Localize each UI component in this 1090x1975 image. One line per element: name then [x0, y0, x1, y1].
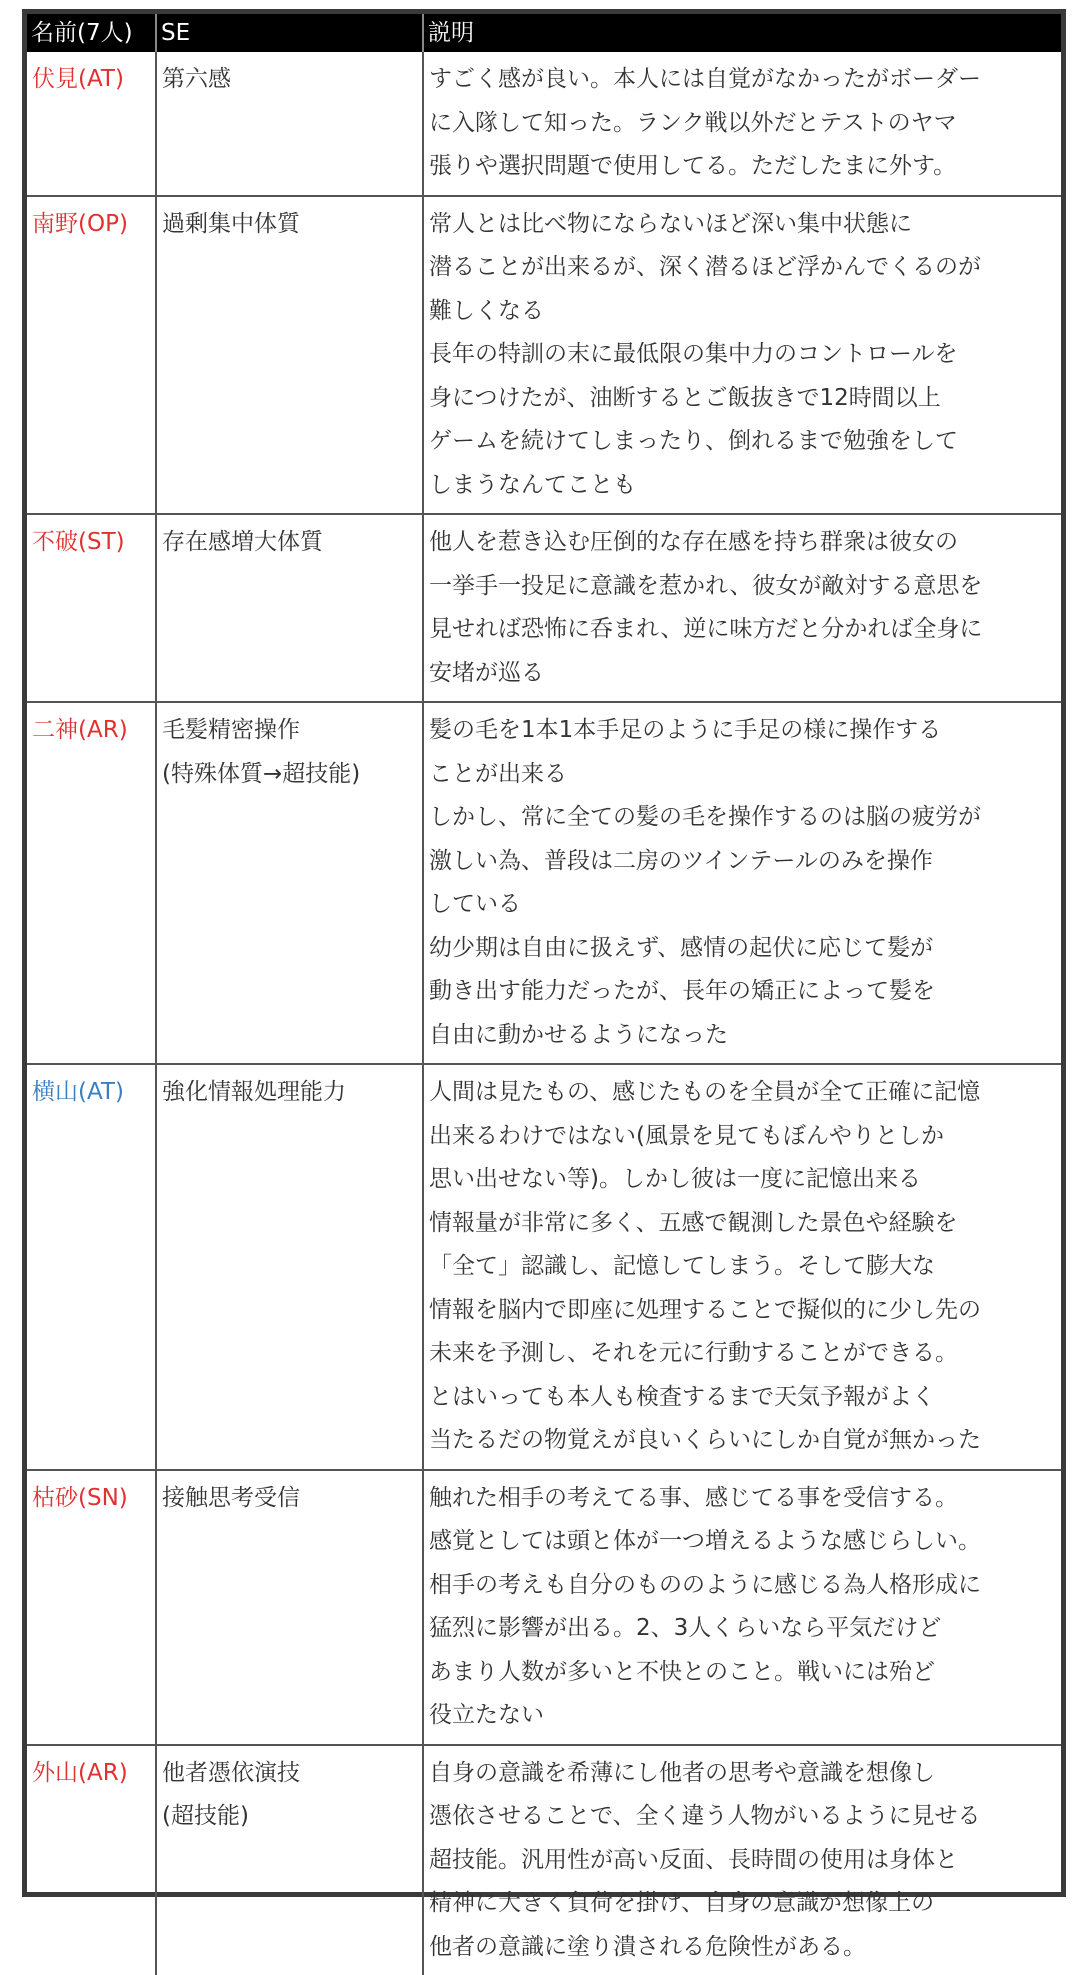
- se-cell: [156, 1470, 423, 1745]
- profile-table-frame: [22, 9, 1066, 1897]
- character-name: 二神(AR): [27, 702, 156, 1064]
- description-line: 他人を惹き込む圧倒的な存在感を持ち群衆は彼女の: [429, 521, 1055, 565]
- description-line: ことが出来る: [429, 753, 1055, 797]
- se-line: 他者憑依演技: [162, 1752, 416, 1796]
- table-row: [27, 702, 1061, 1064]
- se-line: 接触思考受信: [162, 1477, 416, 1521]
- character-name: 外山(AR): [27, 1745, 156, 1975]
- se-line: (特殊体質→超技能): [162, 753, 416, 797]
- header-name: 名前(7人): [27, 14, 156, 52]
- description-line: 動き出す能力だったが、長年の矯正によって髪を: [429, 970, 1055, 1014]
- description-line: 常人とは比べ物にならないほど深い集中状態に: [429, 203, 1055, 247]
- description-line: 人間は見たもの、感じたものを全員が全て正確に記憶: [429, 1071, 1055, 1115]
- character-name: 南野(OP): [27, 196, 156, 515]
- header-se: SE: [156, 14, 423, 52]
- description-line: ゲームを続けてしまったり、倒れるまで勉強をして: [429, 420, 1055, 464]
- se-cell: [156, 514, 423, 702]
- description-line: 超技能。汎用性が高い反面、長時間の使用は身体と: [429, 1839, 1055, 1883]
- character-name: 横山(AT): [27, 1064, 156, 1470]
- description-line: 猛烈に影響が出る。2、3人くらいなら平気だけど: [429, 1607, 1055, 1651]
- description-cell: [423, 702, 1061, 1064]
- description-cell: [423, 196, 1061, 515]
- description-line: すごく感が良い。本人には自覚がなかったがボーダー: [429, 58, 1055, 102]
- description-cell: [423, 514, 1061, 702]
- se-line: 強化情報処理能力: [162, 1071, 416, 1115]
- description-line: 情報を脳内で即座に処理することで擬似的に少し先の: [429, 1289, 1055, 1333]
- description-line: あまり人数が多いと不快とのこと。戦いには殆ど: [429, 1651, 1055, 1695]
- description-line: 長年の特訓の末に最低限の集中力のコントロールを: [429, 333, 1055, 377]
- description-line: 自身の意識を希薄にし他者の思考や意識を想像し: [429, 1752, 1055, 1796]
- description-line: 「全て」認識し、記憶してしまう。そして膨大な: [429, 1245, 1055, 1289]
- se-cell: [156, 702, 423, 1064]
- se-cell: [156, 1064, 423, 1470]
- description-line: 難しくなる: [429, 290, 1055, 334]
- table-row: [27, 1745, 1061, 1975]
- table-row: [27, 1470, 1061, 1745]
- character-name: 不破(ST): [27, 514, 156, 702]
- se-line: 毛髪精密操作: [162, 709, 416, 753]
- description-line: とはいっても本人も検査するまで天気予報がよく: [429, 1376, 1055, 1420]
- description-line: している: [429, 883, 1055, 927]
- description-line: 情報量が非常に多く、五感で観測した景色や経験を: [429, 1202, 1055, 1246]
- description-cell: [423, 52, 1061, 196]
- description-line: 幼少期は自由に扱えず、感情の起伏に応じて髪が: [429, 927, 1055, 971]
- description-line: しまうなんてことも: [429, 464, 1055, 508]
- description-line: 他者の意識に塗り潰される危険性がある。: [429, 1926, 1055, 1970]
- description-cell: [423, 1064, 1061, 1470]
- se-line: (超技能): [162, 1795, 416, 1839]
- se-cell: [156, 196, 423, 515]
- description-line: 役立たない: [429, 1694, 1055, 1738]
- description-line: 未来を予測し、それを元に行動することができる。: [429, 1332, 1055, 1376]
- character-name: 枯砂(SN): [27, 1470, 156, 1745]
- header-row: [27, 14, 1061, 52]
- description-line: 思い出せない等)。しかし彼は一度に記憶出来る: [429, 1158, 1055, 1202]
- description-line: 張りや選択問題で使用してる。ただしたまに外す。: [429, 145, 1055, 189]
- se-table: [27, 14, 1061, 1975]
- se-cell: [156, 52, 423, 196]
- description-cell: [423, 1745, 1061, 1975]
- se-line: 存在感増大体質: [162, 521, 416, 565]
- description-line: 感覚としては頭と体が一つ増えるような感じらしい。: [429, 1520, 1055, 1564]
- description-line: 出来るわけではない(風景を見てもぼんやりとしか: [429, 1115, 1055, 1159]
- table-row: [27, 52, 1061, 196]
- description-line: 相手の考えも自分のもののように感じる為人格形成に: [429, 1564, 1055, 1608]
- description-line: 自由に動かせるようになった: [429, 1014, 1055, 1058]
- description-line: しかし、常に全ての髪の毛を操作するのは脳の疲労が: [429, 796, 1055, 840]
- description-line: 触れた相手の考えてる事、感じてる事を受信する。: [429, 1477, 1055, 1521]
- table-row: [27, 196, 1061, 515]
- se-cell: [156, 1745, 423, 1975]
- description-line: 当たるだの物覚えが良いくらいにしか自覚が無かった: [429, 1419, 1055, 1463]
- table-row: [27, 1064, 1061, 1470]
- description-line: 精神に大きく負荷を掛け、自身の意識が想像上の: [429, 1882, 1055, 1926]
- se-line: 過剰集中体質: [162, 203, 416, 247]
- header-description: 説明: [423, 14, 1061, 52]
- se-line: 第六感: [162, 58, 416, 102]
- description-line: 見せれば恐怖に呑まれ、逆に味方だと分かれば全身に: [429, 608, 1055, 652]
- description-line: 身につけたが、油断するとご飯抜きで12時間以上: [429, 377, 1055, 421]
- description-line: 憑依させることで、全く違う人物がいるように見せる: [429, 1795, 1055, 1839]
- description-line: 激しい為、普段は二房のツインテールのみを操作: [429, 840, 1055, 884]
- description-line: 髪の毛を1本1本手足のように手足の様に操作する: [429, 709, 1055, 753]
- description-line: 潜ることが出来るが、深く潜るほど浮かんでくるのが: [429, 246, 1055, 290]
- description-line: 一挙手一投足に意識を惹かれ、彼女が敵対する意思を: [429, 565, 1055, 609]
- description-cell: [423, 1470, 1061, 1745]
- description-line: に入隊して知った。ランク戦以外だとテストのヤマ: [429, 102, 1055, 146]
- character-name: 伏見(AT): [27, 52, 156, 196]
- table-row: [27, 514, 1061, 702]
- description-line: 安堵が巡る: [429, 652, 1055, 696]
